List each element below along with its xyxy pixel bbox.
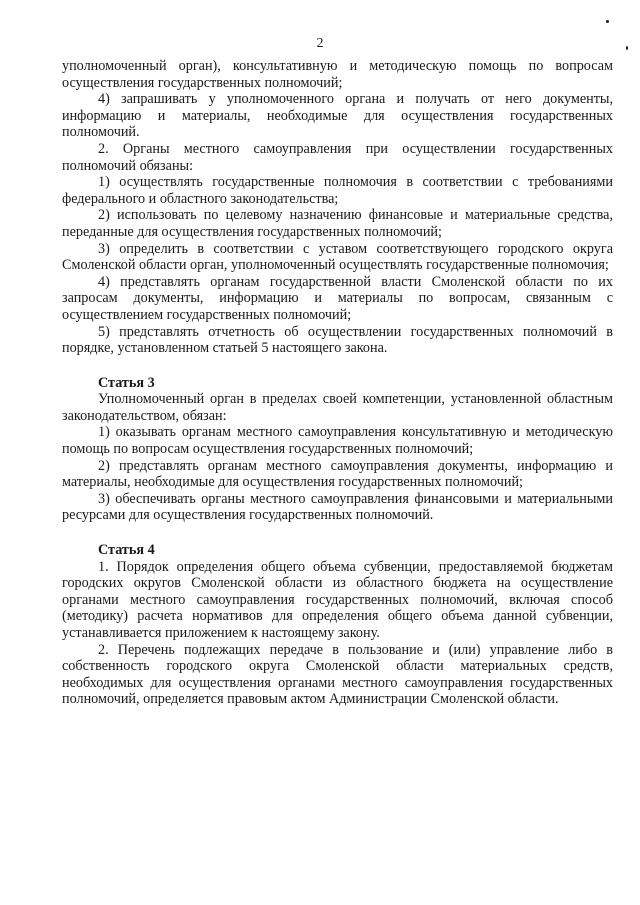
- paragraph: 3) обеспечивать органы местного самоуправления финансовыми и материальными ресурсами для осуществления государственных полномочий.: [62, 490, 613, 524]
- paragraph: 3) определить в соответствии с уставом соответствующего городского округа Смоленской области орган, уполномоченный осуществлять государственные полномочия;: [62, 240, 613, 274]
- scan-speck: [626, 46, 628, 50]
- article-heading: Статья 3: [98, 374, 155, 391]
- scan-speck: [606, 20, 609, 23]
- paragraph: 5) представлять отчетность об осуществлении государственных полномочий в порядке, установленном статьей 5 настоящего закона.: [62, 323, 613, 357]
- paragraph: 2) использовать по целевому назначению финансовые и материальные средства, переданные для осуществления государственных полномочий;: [62, 207, 613, 240]
- paragraph: 1) оказывать органам местного самоуправления консультативную и методическую помощь по вопросам осуществления государственных полномочий;: [62, 424, 613, 458]
- article-heading: Статья 4: [98, 542, 155, 559]
- paragraph: 2. Органы местного самоуправления при осуществлении государственных полномочий обязаны:: [62, 140, 613, 174]
- document-body: [62, 58, 613, 708]
- paragraph: 1. Порядок определения общего объема субвенции, предоставляемой бюджетам городских округов Смоленской области из областного бюджета на осуществление органами местного самоуправления государственных полномочий, включая способ (методику) расчета нормативов для определения общего объема данной субвенции, устанавливается приложением к настоящему закону.: [62, 558, 613, 641]
- paragraph: уполномоченный орган), консультативную и методическую помощь по вопросам осуществления государственных полномочий;: [62, 58, 613, 91]
- paragraph: 1) осуществлять государственные полномочия в соответствии с требованиями федерального и областного законодательства;: [62, 174, 613, 207]
- page-number: 2: [316, 36, 324, 51]
- section-gap: [62, 357, 613, 375]
- paragraph: Уполномоченный орган в пределах своей компетенции, установленной областным законодательством, обязан:: [62, 391, 613, 424]
- section-gap: [62, 524, 613, 542]
- paragraph: 4) представлять органам государственной власти Смоленской области по их запросам документы, информацию и материалы по вопросам, связанным с осуществлением государственных полномочий;: [62, 273, 613, 323]
- paragraph: 2) представлять органам местного самоуправления документы, информацию и материалы, необходимые для осуществления государственных полномочий;: [62, 457, 613, 491]
- paragraph: 2. Перечень подлежащих передаче в пользование и (или) управление либо в собственность городского округа Смоленской области материальных средств, необходимых для осуществления органами местного самоуправления государственных полномочий, определяется правовым актом Администрации Смоленской области.: [62, 641, 613, 708]
- paragraph: 4) запрашивать у уполномоченного органа и получать от него документы, информацию и материалы, необходимые для осуществления государственных полномочий.: [62, 91, 613, 141]
